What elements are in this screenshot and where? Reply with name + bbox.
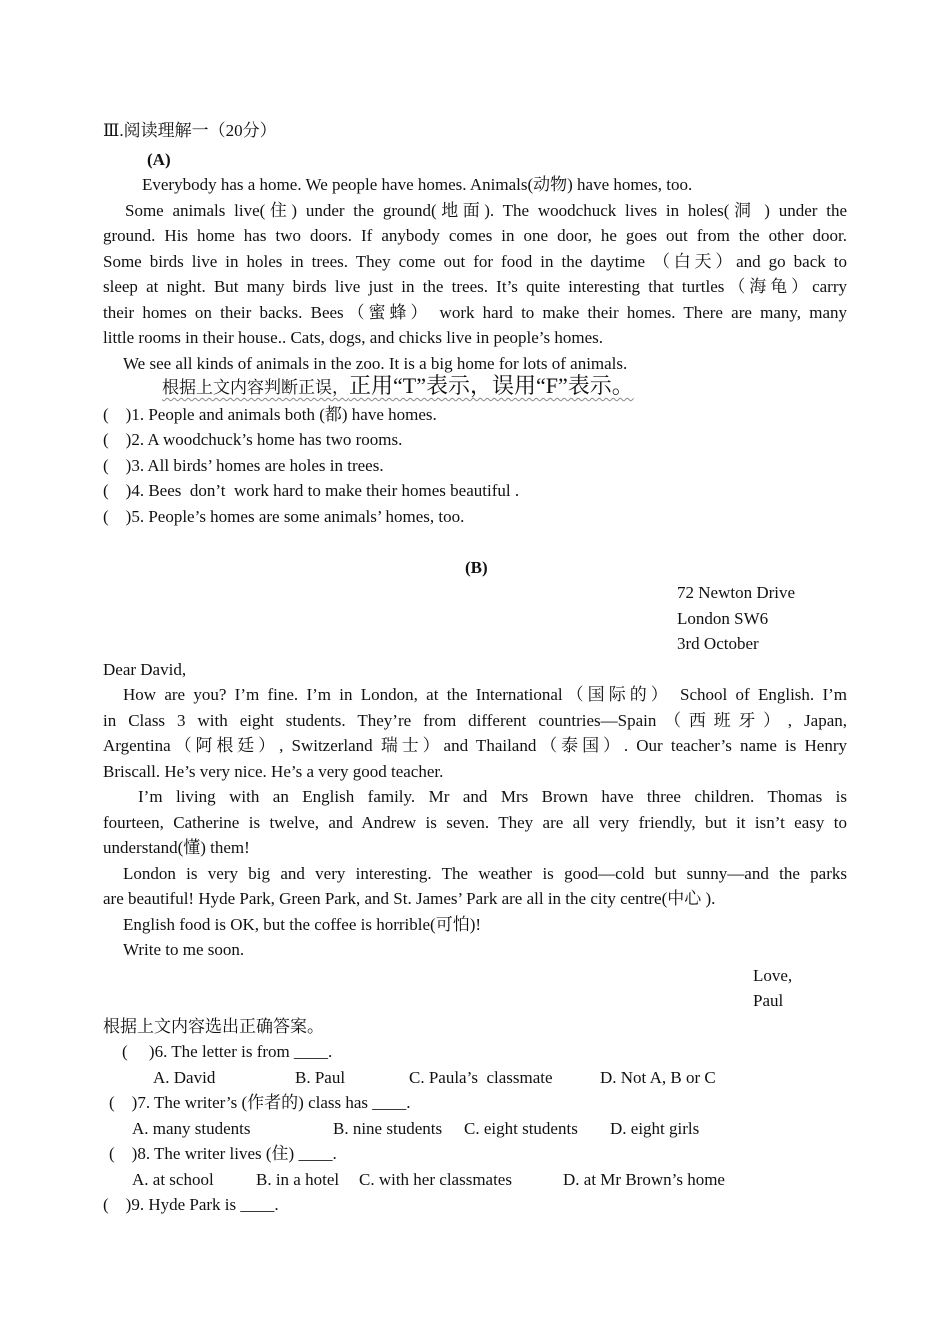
option-7d: D. eight girls	[610, 1119, 700, 1138]
paragraph-line: their homes on their backs. Bees（蜜蜂） work hard to make their homes. There are many, many	[103, 303, 847, 322]
paragraph-line: little rooms in their house.. Cats, dogs, and chicks live in people’s homes.	[103, 328, 604, 347]
question-3: ( )3. All birds’ homes are holes in trees.	[103, 456, 384, 475]
part-a-instruction	[162, 375, 634, 399]
option-6d: D. Not A, B or C	[600, 1068, 716, 1087]
question-6: ( )6. The letter is from ____.	[122, 1042, 333, 1061]
paragraph-line: are beautiful! Hyde Park, Green Park, and St. James’ Park are all in the city centre(中心 ).	[103, 889, 716, 908]
paragraph-line: How are you? I’m fine. I’m in London, at the International（国际的） School of English. I’m	[123, 685, 847, 704]
section-title: Ⅲ.阅读理解一（20分）	[103, 121, 277, 140]
paragraph-line: Some birds live in holes in trees. They come out for food in the daytime （白天）and go back to	[103, 252, 847, 271]
option-8c: C. with her classmates	[359, 1170, 512, 1189]
option-7b: B. nine students	[333, 1119, 443, 1138]
paragraph-line: Argentina（阿根廷）, Switzerland 瑞士）and Thailand（泰国）. Our teacher’s name is Henry	[103, 736, 847, 755]
instruction-big: 正用“T”表示，误用“F”表示。	[349, 373, 634, 398]
option-7c: C. eight students	[464, 1119, 578, 1138]
part-a-label: (A)	[147, 150, 171, 169]
instruction-small: 根据上文内容判断正误，	[162, 378, 349, 397]
option-6b: B. Paul	[295, 1068, 346, 1087]
option-8a: A. at school	[132, 1170, 214, 1189]
address-line: 72 Newton Drive	[677, 583, 796, 602]
part-b-label: (B)	[465, 558, 488, 577]
question-8: ( )8. The writer lives (住) ____.	[109, 1144, 337, 1163]
letter-closing: Love,	[753, 966, 793, 985]
letter-date: 3rd October	[677, 634, 759, 653]
part-a-para1: Everybody has a home. We people have homes. Animals(动物) have homes, too.	[142, 175, 693, 194]
address-line: London SW6	[677, 609, 769, 628]
letter-para5: Write to me soon.	[123, 940, 245, 959]
paragraph-line: London is very big and very interesting. The weather is good—cold but sunny—and the parks	[123, 864, 847, 883]
option-7a: A. many students	[132, 1119, 251, 1138]
paragraph-line: ground. His home has two doors. If anybody comes in one door, he goes out from the other door.	[103, 226, 847, 245]
letter-signature: Paul	[753, 991, 784, 1010]
paragraph-line: Briscall. He’s very nice. He’s a very good teacher.	[103, 762, 444, 781]
question-1: ( )1. People and animals both (都) have homes.	[103, 405, 437, 424]
option-6c: C. Paula’s classmate	[409, 1068, 553, 1087]
paragraph-line: Some animals live(住) under the ground(地面). The woodchuck lives in holes(洞 ) under the	[125, 201, 847, 220]
question-9: ( )9. Hyde Park is ____.	[103, 1195, 279, 1214]
paragraph-line: I’m living with an English family. Mr and Mrs Brown have three children. Thomas is	[138, 787, 847, 806]
part-b-instruction: 根据上文内容选出正确答案。	[103, 1017, 324, 1036]
letter-para4: English food is OK, but the coffee is horrible(可怕)!	[123, 915, 482, 934]
letter-greeting: Dear David,	[103, 660, 187, 679]
option-8b: B. in a hotel	[256, 1170, 340, 1189]
question-7: ( )7. The writer’s (作者的) class has ____.	[109, 1093, 411, 1112]
part-a-para3: We see all kinds of animals in the zoo. It is a big home for lots of animals.	[123, 354, 628, 373]
paragraph-line: understand(懂) them!	[103, 838, 250, 857]
question-4: ( )4. Bees don’t work hard to make their homes beautiful .	[103, 481, 520, 500]
question-2: ( )2. A woodchuck’s home has two rooms.	[103, 430, 403, 449]
paragraph-line: fourteen, Catherine is twelve, and Andrew is seven. They are all very friendly, but it isn’t easy to	[103, 813, 847, 832]
option-6a: A. David	[153, 1068, 216, 1087]
paragraph-line: in Class 3 with eight students. They’re from different countries—Spain（西班牙）, Japan,	[103, 711, 847, 730]
option-8d: D. at Mr Brown’s home	[563, 1170, 725, 1189]
paragraph-line: sleep at night. But many birds live just in the trees. It’s quite interesting that turtles（海龟）carry	[103, 277, 847, 296]
question-5: ( )5. People’s homes are some animals’ homes, too.	[103, 507, 465, 526]
